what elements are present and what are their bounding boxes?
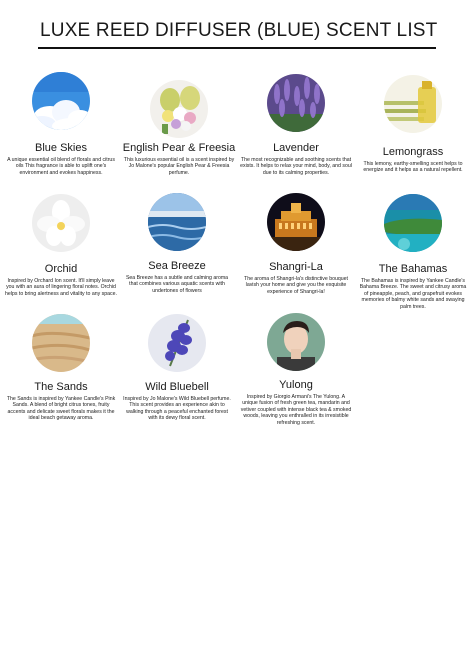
scent-card-shangri-la: [237, 193, 355, 295]
scent-description: Inspired by Orchard Ion scent. It'll simply leave you with an aura of lingering floral notes. Orchid helps to bring alertness and vitality to any space.: [5, 278, 117, 297]
scent-name: Shangri-La: [269, 261, 323, 273]
scent-description: The Bahamas is inspired by Yankee Candle's Bahama Breeze. The sweet and citrusy aroma of pineapple, peach, and grapefruit evokes memories of balmy white sands and swaying palm trees.: [359, 278, 467, 310]
scent-card-orchid: [2, 194, 120, 297]
scent-description: This luxurious essential oil is a scent inspired by Jo Malone's popular English Pear & Freesia perfume.: [123, 157, 235, 176]
title-underline: [38, 47, 436, 49]
scent-card-lemongrass: [354, 75, 472, 174]
yulong-image: [267, 313, 325, 371]
page-title: LUXE REED DIFFUSER (BLUE) SCENT LIST: [40, 20, 438, 41]
scent-name: The Bahamas: [378, 263, 448, 275]
scent-name: Yulong: [279, 379, 313, 391]
sea-breeze-image: [148, 193, 206, 251]
orchid-image: [32, 194, 90, 252]
scent-card-the-bahamas: [354, 194, 472, 310]
scent-card-lavender: [237, 74, 355, 176]
blue-skies-image: [32, 72, 90, 130]
scent-card-wild-bluebell: [118, 314, 236, 422]
scent-card-blue-skies: [2, 72, 120, 176]
scent-description: This lemony, earthy-smelling scent helps to energize and it helps as a natural repellent.: [363, 161, 463, 174]
lavender-image: [267, 74, 325, 132]
scent-description: A unique essential oil blend of florals and citrus oils This fragrance is able to uplift one's environment and evokes happiness.: [7, 157, 115, 176]
scent-name: English Pear & Freesia: [122, 142, 236, 154]
scent-description: Inspired by Jo Malone's Wild Bluebell perfume. This scent provides an experience akin to walking through a peaceful enchanted forest with its dewy floral scent.: [123, 396, 231, 422]
the-bahamas-image: [384, 194, 442, 252]
scent-description: The Sands is inspired by Yankee Candle's Pink Sands. A blend of bright citrus tones, fruity accents and delicate sweet florals makes it the ideal beach getaway aroma.: [6, 396, 116, 422]
scent-card-english-pear-freesia: [120, 80, 238, 176]
english-pear-freesia-image: [150, 80, 208, 138]
scent-card-the-sands: [2, 314, 120, 422]
scent-description: Sea Breeze has a subtle and calming aroma that combines various aquatic scents with undertones of flowers: [125, 275, 229, 294]
scent-name: Orchid: [44, 263, 78, 275]
wild-bluebell-image: [148, 314, 206, 372]
scent-description: The aroma of Shangri-la's distinctive bouquet lavish your home and give you the exquisite experience of Shangri-la!: [244, 276, 348, 295]
scent-name: The Sands: [34, 381, 88, 393]
scent-name: Wild Bluebell: [145, 381, 209, 393]
scent-name: Blue Skies: [35, 142, 87, 154]
lemongrass-image: [384, 75, 442, 133]
scent-name: Sea Breeze: [148, 260, 206, 272]
scent-description: The most recognizable and soothing scents that exists. It helps to relax your mind, body, and soul due to its calming properties.: [240, 157, 352, 176]
scent-name: Lavender: [273, 142, 319, 154]
the-sands-image: [32, 314, 90, 372]
scent-card-yulong: [237, 313, 355, 426]
scent-name: Lemongrass: [382, 146, 444, 158]
shangri-la-image: [267, 193, 325, 251]
scent-card-sea-breeze: [118, 193, 236, 294]
scent-description: Inspired by Giorgio Armani's The Yulong. A unique fusion of fresh green tea, mandarin and vetiver coupled with intense black tea & smoked woods, leaving you enthralled in its irresistible refreshing scent.: [240, 394, 352, 426]
